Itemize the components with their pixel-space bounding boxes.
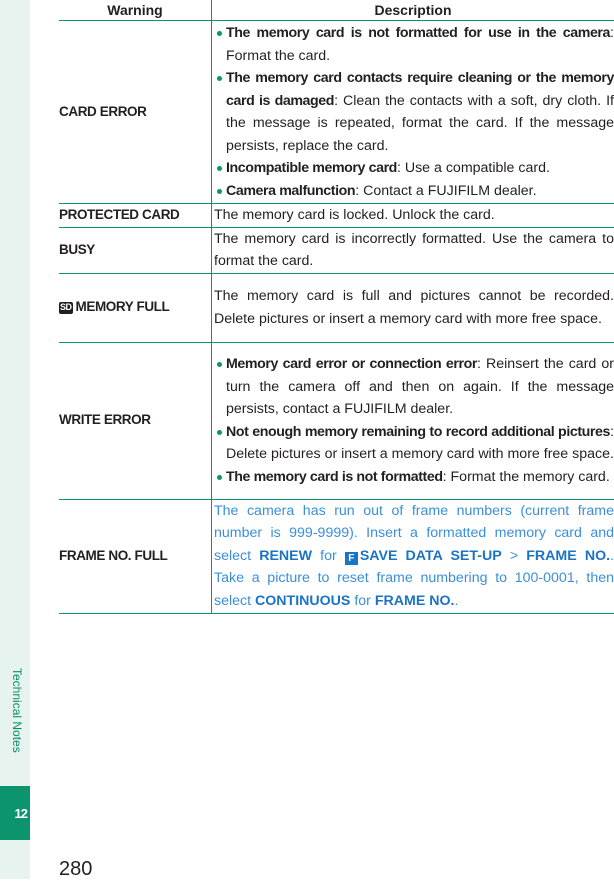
table-header-row bbox=[59, 0, 614, 21]
chapter-number: 12 bbox=[15, 806, 27, 821]
list-item bbox=[214, 180, 614, 203]
table-row bbox=[59, 227, 614, 273]
warning-name: MEMORY FULL bbox=[76, 299, 170, 314]
table-row bbox=[59, 21, 614, 204]
table-row bbox=[59, 273, 614, 342]
text: for bbox=[312, 548, 345, 564]
description bbox=[212, 21, 614, 204]
sd-card-icon: SD bbox=[59, 302, 73, 314]
list-item bbox=[214, 67, 614, 157]
table-row bbox=[59, 342, 614, 499]
text: The camera has run out of frame numbers (current frame number is 999-9999). Insert a formatted memory card and select bbox=[214, 503, 614, 564]
list-item bbox=[214, 353, 614, 421]
list-item bbox=[214, 421, 614, 466]
list-item bbox=[214, 157, 614, 180]
frame-no-item: FRAME NO. bbox=[375, 593, 455, 609]
save-data-setup-menu: SAVE DATA SET-UP bbox=[360, 548, 502, 564]
table-row bbox=[59, 499, 614, 613]
remedy: : Reinsert the card or turn the camera off and then on again. If the message persists, contact a FUJIFILM dealer. bbox=[226, 356, 614, 417]
remedy: : Format the card. bbox=[226, 25, 614, 64]
cause: The memory card is not formatted for use in the camera bbox=[226, 25, 610, 41]
continuous-option: CONTINUOUS bbox=[255, 593, 350, 609]
remedy: : Clean the contacts with a soft, dry cloth. If the message is repeated, format the card. If the message persists, replace the card. bbox=[226, 93, 614, 154]
description: The memory card is locked. Unlock the card. bbox=[212, 204, 614, 228]
list-item bbox=[214, 466, 614, 489]
cause: Camera malfunction bbox=[226, 183, 355, 199]
cause: Memory card error or connection error bbox=[226, 356, 477, 372]
text: . bbox=[454, 593, 458, 609]
sidebar bbox=[0, 0, 30, 879]
cause: Incompatible memory card bbox=[226, 160, 397, 176]
setup-menu-icon: F bbox=[345, 552, 358, 565]
remedy: : Contact a FUJIFILM dealer. bbox=[355, 183, 536, 199]
remedy: : Delete pictures or insert a memory card with more free space. bbox=[226, 424, 614, 463]
description bbox=[212, 342, 614, 499]
chapter-tab bbox=[0, 786, 30, 840]
header-description: Description bbox=[212, 0, 614, 21]
description: The memory card is incorrectly formatted. Use the camera to format the card. bbox=[212, 227, 614, 273]
warnings-table bbox=[59, 0, 614, 614]
text: > bbox=[502, 548, 527, 564]
description: The memory card is full and pictures cannot be recorded. Delete pictures or insert a memory card with more free space. bbox=[212, 273, 614, 342]
header-warning: Warning bbox=[59, 0, 212, 21]
bullet-list bbox=[214, 22, 614, 202]
text: for bbox=[350, 593, 374, 609]
text: . Take a picture to reset frame numbering to 100-0001, then select bbox=[214, 548, 614, 609]
warning-cell bbox=[59, 273, 212, 342]
description bbox=[212, 499, 614, 613]
section-label: Technical Notes bbox=[6, 668, 24, 780]
cause: The memory card contacts require cleaning or the memory card is damaged bbox=[226, 70, 614, 109]
list-item bbox=[214, 22, 614, 67]
table-row bbox=[59, 204, 614, 228]
cause: The memory card is not formatted bbox=[226, 469, 443, 485]
warning-name: CARD ERROR bbox=[59, 21, 212, 204]
remedy: : Format the memory card. bbox=[443, 469, 610, 485]
renew-option: RENEW bbox=[259, 548, 312, 564]
bullet-list bbox=[214, 353, 614, 488]
page-number: 280 bbox=[59, 858, 92, 881]
frame-no-item: FRAME NO. bbox=[526, 548, 610, 564]
warning-name: WRITE ERROR bbox=[59, 342, 212, 499]
warning-name: FRAME NO. FULL bbox=[59, 499, 212, 613]
warning-name: BUSY bbox=[59, 227, 212, 273]
cause: Not enough memory remaining to record additional pictures bbox=[226, 424, 610, 440]
warning-name: PROTECTED CARD bbox=[59, 204, 212, 228]
remedy: : Use a compatible card. bbox=[397, 160, 550, 176]
